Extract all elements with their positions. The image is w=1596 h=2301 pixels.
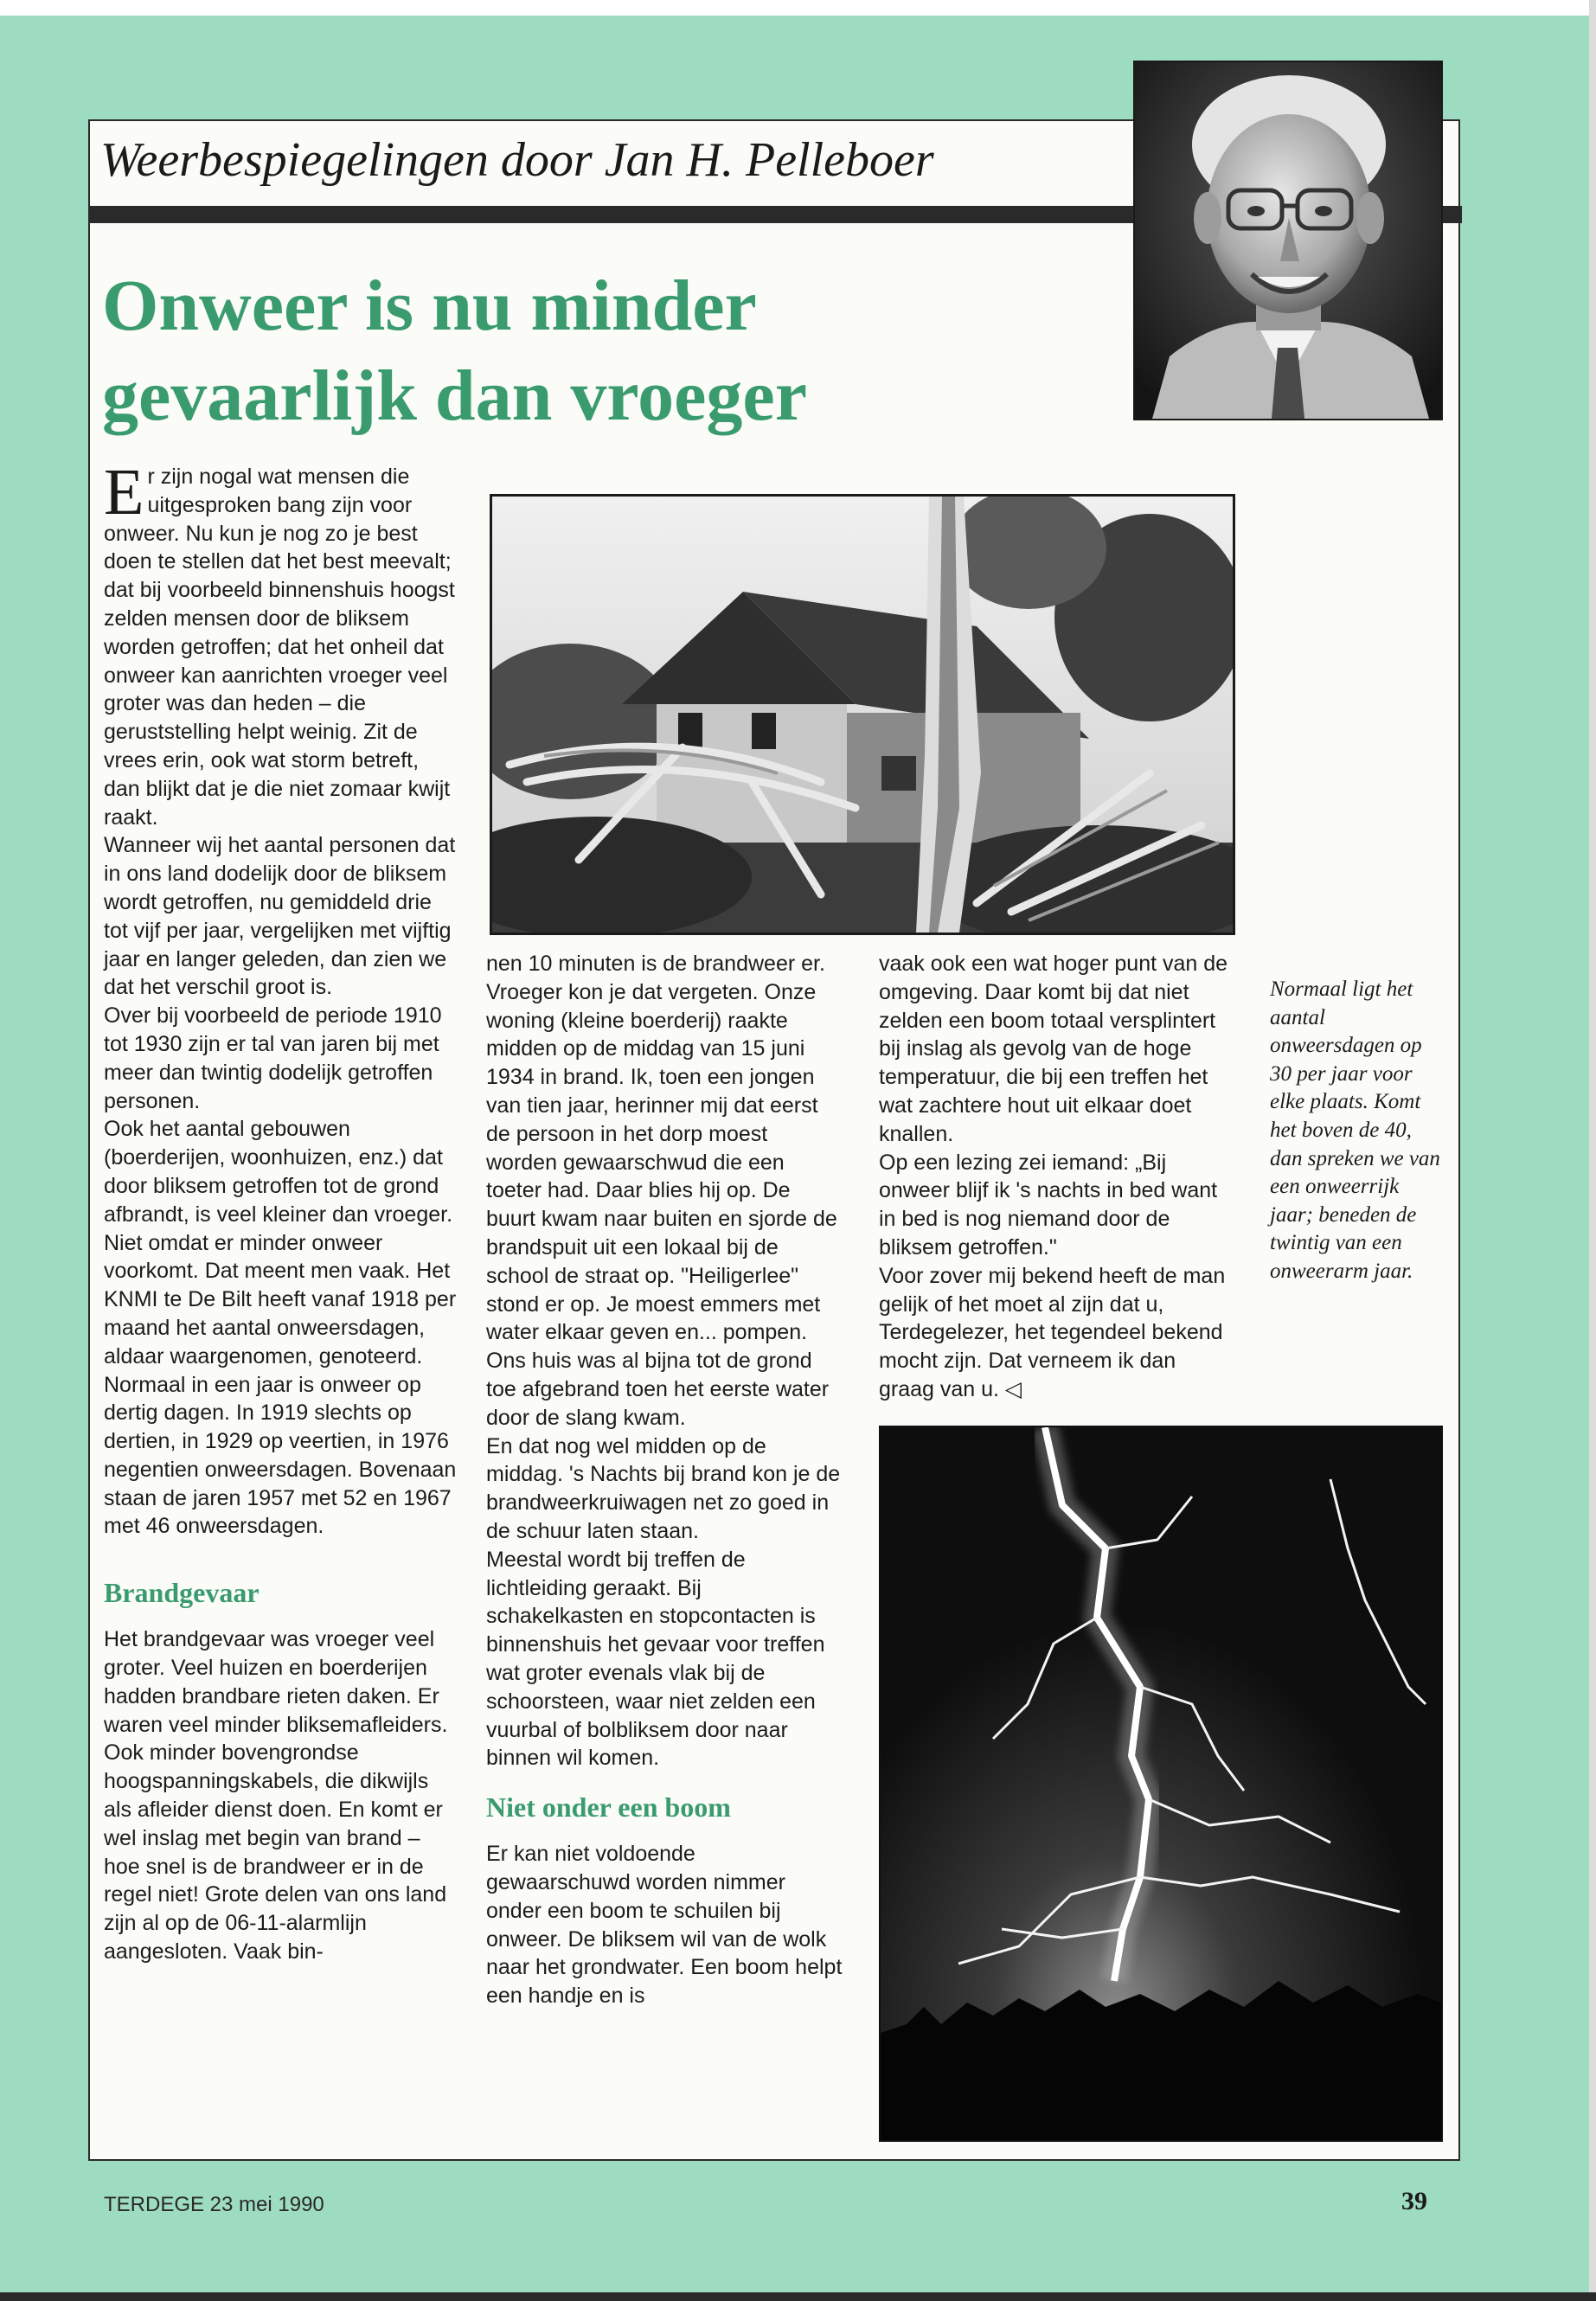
photo-damaged-tree-house — [490, 494, 1235, 935]
article-column-2 — [486, 950, 843, 2010]
intro-paragraph — [104, 456, 460, 831]
headline-line-2: gevaarlijk dan vroeger — [102, 356, 807, 436]
col1-paragraph-4: Ook het aantal gebouwen (boerderijen, woonhuizen, enz.) dat door bliksem getroffen tot de grond afbrandt, is veel kleiner dan vroeger. Niet omdat er minder onweer voorkomt. Dat meent men vaak. Het KNMI te De Bilt heeft vanaf 1918 per maand het aantal onweersdagen, aldaar waargenomen, genoteerd. Normaal in een jaar is onweer op dertig dagen. In 1919 slechts op dertien, in 1929 op veertien, in 1976 negentien onweersdagen. Bovenaan staan de jaren 1957 met 52 en 1967 met 46 onweersdagen. — [104, 1117, 457, 1539]
series-title: Weerbespiegelingen door Jan H. Pelleboer — [100, 133, 934, 187]
subheading-niet-onder-een-boom: Niet onder een boom — [486, 1791, 731, 1823]
article-column-3 — [879, 950, 1235, 1404]
col3-paragraph-1: vaak ook een wat hoger punt van de omgeving. Daar komt bij dat niet zelden een boom totaal versplintert bij inslag als gevolg van de hoge temperatuur, die bij een treffen het wat zachtere hout uit elkaar doet knallen. — [879, 952, 1228, 1146]
headline — [102, 261, 1097, 441]
col1-paragraph-1: r zijn nogal wat mensen die uitgesproken bang zijn voor onweer. Nu kun je nog zo je best doen te stellen dat het best meevalt; dat bij voorbeeld binnenshuis hoogst zelden mensen door de bliksem worden getroffen; dat het onheil dat onweer kan aanrichten vroeger veel groter was dan heden – die geruststelling helpt weinig. Zit de vrees erin, ook wat storm betreft, dan blijkt dat je die niet zomaar kwijt raakt. — [104, 465, 455, 830]
drop-cap: E — [104, 456, 144, 529]
footer-publication: TERDEGE 23 mei 1990 — [104, 2193, 324, 2216]
col2-paragraph-1: nen 10 minuten is de brandweer er. — [486, 952, 825, 976]
col2-paragraph-5: Er kan niet voldoende gewaarschuwd worden nimmer onder een boom te schuilen bij onweer. De bliksem wil van de wolk naar het grondwater. Een boom helpt een handje en is — [486, 1842, 843, 2009]
subheading-brandgevaar: Brandgevaar — [104, 1577, 260, 1609]
col2-paragraph-3: En dat nog wel midden op de middag. 's Nachts bij brand kon je de brandweerkruiwagen net zo goed in de schuur laten staan. — [486, 1433, 841, 1543]
page-number: 39 — [1401, 2187, 1427, 2215]
col2-paragraph-4: Meestal wordt bij treffen de lichtleiding geraakt. Bij schakelkasten en stopcontacten is binnenshuis het gevaar voor treffen wat groter evenals vlak bij de schoorsteen, waar niet zelden een vuurbal of bolbliksem door naar binnen wil komen. — [486, 1547, 825, 1771]
author-portrait — [1133, 61, 1443, 420]
col3-paragraph-3: Voor zover mij bekend heeft de man gelijk of het moet al zijn dat u, Terdegelezer, het tegendeel bekend mocht zijn. Dat verneem ik dan graag van u. ◁ — [879, 1263, 1226, 1401]
sidebar-note: Normaal ligt het aantal onweersdagen op 30 per jaar voor elke plaats. Komt het boven de 40, dan spreken we van een onweerrijk jaar; beneden de twintig van een onweerarm jaar. — [1270, 977, 1440, 1283]
col1-paragraph-3: Over bij voorbeeld de periode 1910 tot 1930 zijn er tal van jaren bij met meer dan twintig dodelijk getroffen personen. — [104, 1003, 442, 1113]
page-right-edge — [1589, 0, 1596, 2301]
col2-paragraph-2: Vroeger kon je dat vergeten. Onze woning (kleine boerderij) raakte midden op de middag van 15 juni 1934 in brand. Ik, toen een jongen van tien jaar, herinner mij dat eerst de persoon in het dorp moest worden gewaarschwud die een toeter had. Daar blies hij op. De buurt kwam naar buiten en sjorde de brandspuit uit een lokaal bij de school de straat op. "Heiligerlee" stond er op. Je moest emmers met water elkaar geven en... pompen. Ons huis was al bijna tot de grond toe afgebrand toen het eerste water door de slang kwam. — [486, 979, 837, 1430]
photo-lightning — [879, 1426, 1443, 2142]
headline-line-1: Onweer is nu minder — [102, 266, 757, 346]
col3-paragraph-2: Op een lezing zei iemand: „Bij onweer blijf ik 's nachts in bed want in bed is nog niemand door de bliksem getroffen." — [879, 1150, 1218, 1259]
page-bottom-edge — [0, 2292, 1596, 2301]
article-column-1 — [104, 456, 460, 1966]
col1-paragraph-5: Het brandgevaar was vroeger veel groter. Veel huizen en boerderijen hadden brandbare rieten daken. Er waren veel minder bliksemafleiders. Ook minder bovengrondse hoogspanningskabels, die dikwijls als afleider dienst doen. En komt er wel inslag met begin van brand – hoe snel is de brandweer er in de regel niet! Grote delen van ons land zijn al op de 06-11-alarmlijn aangesloten. Vaak bin- — [104, 1627, 448, 1965]
page-top-edge — [0, 0, 1596, 16]
col1-paragraph-2: Wanneer wij het aantal personen dat in ons land dodelijk door de bliksem wordt getroffen, nu gemiddeld drie tot vijf per jaar, vergelijken met vijftig jaar en langer geleden, dan zien we dat het verschil groot is. — [104, 833, 456, 1000]
